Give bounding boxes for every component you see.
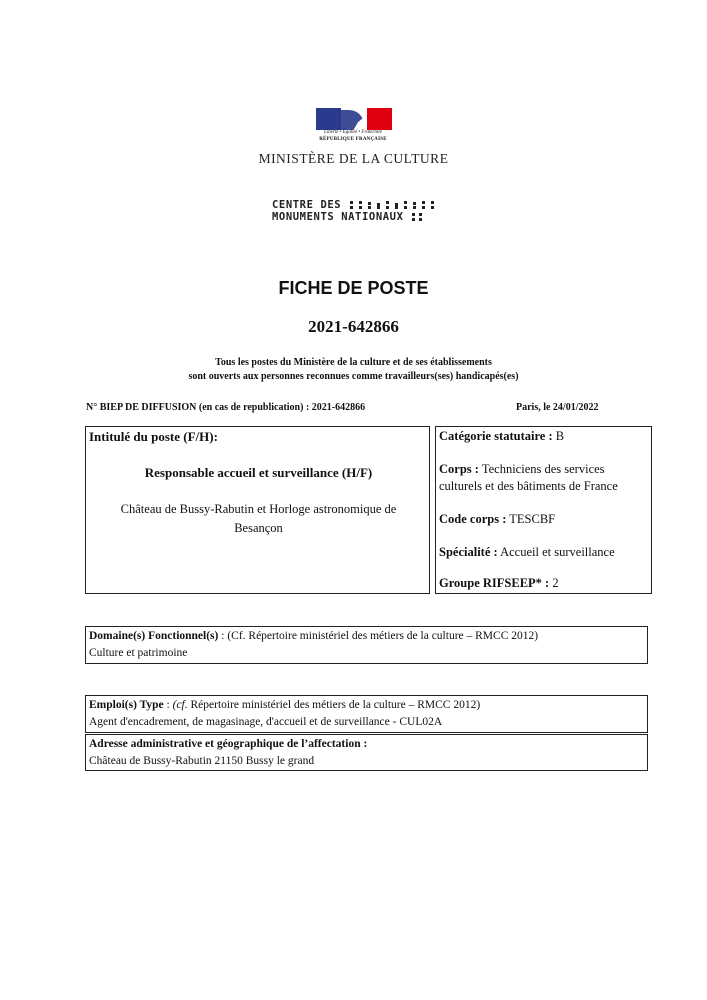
emploi-note-italic: (cf.	[172, 699, 188, 711]
adresse-value: Château de Bussy-Rabutin 21150 Bussy le grand	[89, 755, 315, 767]
flag-red-band	[367, 108, 392, 130]
ministry-name: MINISTÈRE DE LA CULTURE	[258, 151, 449, 166]
emploi-value: Agent d'encadrement, de magasinage, d'accueil et de surveillance - CUL02A	[89, 716, 443, 728]
emploi-sep: :	[166, 699, 170, 711]
adresse-label-text: Adresse administrative et géographique de l’affectation :	[89, 738, 368, 750]
accessibility-notice	[0, 356, 707, 384]
rifseep-row	[439, 575, 559, 592]
cmn-dots-icon	[350, 201, 436, 210]
poste-box	[85, 426, 430, 594]
biep-diffusion	[86, 402, 365, 413]
flag-white-band	[341, 108, 367, 130]
cmn-line-1: CENTRE DES	[272, 199, 342, 211]
document-reference: 2021-642866	[308, 317, 399, 336]
code-corps-label: Code corps :	[439, 512, 507, 526]
domaine-box	[85, 626, 648, 664]
poste-label: Intitulé du poste (F/H):	[89, 429, 218, 444]
statut-box	[435, 426, 652, 594]
specialite-row	[439, 544, 615, 561]
document-title: FICHE DE POSTE	[278, 278, 429, 298]
poste-location: Château de Bussy-Rabutin et Horloge astronomique de Besançon	[120, 502, 397, 535]
biep-label: N° BIEP DE DIFFUSION (en cas de republication) :	[86, 402, 310, 413]
corps-label: Corps :	[439, 462, 479, 476]
rifseep-label: Groupe RIFSEEP* :	[439, 576, 550, 590]
biep-value: 2021-642866	[311, 402, 366, 413]
poste-title: Responsable accueil et surveillance (H/F)	[144, 465, 373, 480]
categorie-value: B	[555, 429, 565, 443]
accessibility-line-1: Tous les postes du Ministère de la culture et de ses établissements	[215, 357, 492, 368]
emploi-header	[89, 697, 644, 714]
domaine-label: Domaine(s) Fonctionnel(s)	[89, 630, 219, 642]
corps-value-2: culturels et des bâtiments de France	[439, 479, 618, 493]
marianne-logo	[316, 108, 392, 130]
code-corps-row	[439, 511, 555, 528]
categorie-label: Catégorie statutaire :	[439, 429, 553, 443]
cmn-logo	[272, 199, 436, 223]
adresse-label	[89, 736, 644, 753]
rifseep-value: 2	[552, 576, 559, 590]
corps-row	[439, 461, 618, 495]
flag-blue-band	[316, 108, 341, 130]
domaine-note: : (Cf. Répertoire ministériel des métiers de la culture – RMCC 2012)	[221, 630, 539, 642]
emploi-note: Répertoire ministériel des métiers de la culture – RMCC 2012)	[190, 699, 481, 711]
date-line: Paris, le 24/01/2022	[516, 402, 599, 413]
marianne-profile-icon	[339, 110, 363, 130]
code-corps-value: TESCBF	[509, 512, 556, 526]
specialite-label: Spécialité :	[439, 545, 498, 559]
domaine-header	[89, 628, 644, 645]
republique-francaise: RÉPUBLIQUE FRANÇAISE	[319, 137, 387, 142]
emploi-box	[85, 695, 648, 733]
emploi-label: Emploi(s) Type	[89, 699, 164, 711]
republic-motto: Liberté • Égalité • Fraternité	[324, 130, 382, 135]
specialite-value: Accueil et surveillance	[500, 545, 615, 559]
accessibility-line-2: sont ouverts aux personnes reconnues comme travailleurs(ses) handicapés(es)	[188, 371, 519, 382]
corps-value-1: Techniciens des services	[481, 462, 605, 476]
cmn-line-2: MONUMENTS NATIONAUX	[272, 211, 404, 223]
categorie-row	[439, 428, 564, 445]
cmn-dots-small-icon	[412, 213, 424, 222]
domaine-value: Culture et patrimoine	[89, 647, 188, 659]
adresse-box	[85, 734, 648, 771]
